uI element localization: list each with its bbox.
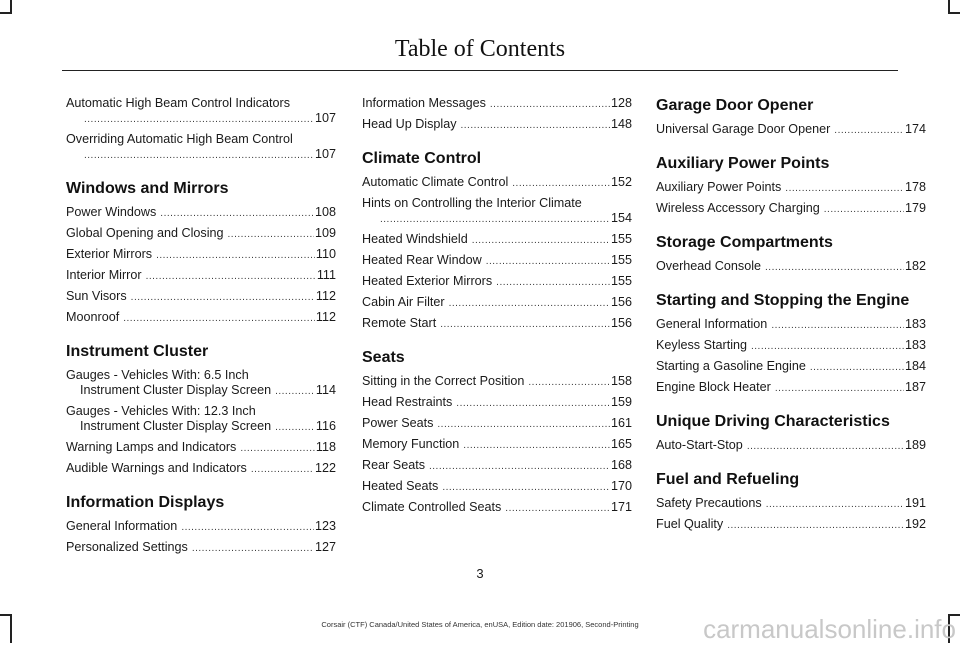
- entry-title: General Information: [656, 317, 768, 331]
- entry-leader-row: [66, 205, 336, 221]
- dot-leader: [437, 417, 610, 432]
- dot-leader: [123, 311, 315, 326]
- dot-leader: [275, 384, 315, 399]
- dot-leader: [486, 254, 610, 269]
- dot-leader: [472, 233, 610, 248]
- entry-title: Memory Function: [362, 437, 460, 451]
- entry-leader-row: [66, 540, 336, 556]
- toc-entry[interactable]: [656, 380, 926, 396]
- section-heading: Starting and Stopping the Engine: [656, 292, 910, 309]
- dot-leader: [275, 420, 315, 435]
- toc-entry[interactable]: [66, 268, 336, 284]
- entry-page: 107: [314, 147, 336, 161]
- entry-leader-row: [362, 96, 632, 112]
- entry-title: Sitting in the Correct Position: [362, 374, 525, 388]
- entry-leader-row: [66, 147, 336, 163]
- entry-page: 178: [904, 180, 926, 194]
- dot-leader: [251, 462, 314, 477]
- entry-page: 183: [904, 317, 926, 331]
- entry-leader-row: [656, 517, 926, 533]
- entry-leader-row: [362, 253, 632, 269]
- dot-leader: [810, 360, 904, 375]
- entry-title: Personalized Settings: [66, 540, 188, 554]
- entry-page: 110: [315, 247, 336, 261]
- toc-entry[interactable]: [656, 122, 926, 138]
- dot-leader: [429, 459, 610, 474]
- entry-leader-row: [362, 437, 632, 453]
- entry-title: Sun Visors: [66, 289, 127, 303]
- entry-leader-row: [66, 289, 336, 305]
- entry-title: Hints on Controlling the Interior Climate: [362, 196, 582, 210]
- entry-leader-row: [362, 175, 632, 191]
- entry-page: 112: [315, 289, 336, 303]
- dot-leader: [380, 212, 610, 227]
- entry-title: Power Seats: [362, 416, 434, 430]
- dot-leader: [84, 112, 314, 127]
- entry-page: 174: [904, 122, 926, 136]
- entry-page: 189: [904, 438, 926, 452]
- watermark: carmanualsonline.info: [703, 614, 956, 644]
- entry-leader-row: [66, 247, 336, 263]
- entry-title: Rear Seats: [362, 458, 425, 472]
- entry-title: Audible Warnings and Indicators: [66, 461, 247, 475]
- entry-leader-row: [66, 111, 336, 127]
- entry-leader-row: [66, 383, 336, 399]
- entry-title: Engine Block Heater: [656, 380, 771, 394]
- toc-entry[interactable]: [362, 196, 632, 227]
- toc-entry[interactable]: [362, 295, 632, 311]
- toc-entry[interactable]: [656, 180, 926, 196]
- entry-title: Keyless Starting: [656, 338, 747, 352]
- toc-entry[interactable]: [656, 259, 926, 275]
- entry-page: 152: [610, 175, 632, 189]
- entry-leader-row: [66, 226, 336, 242]
- toc-entry[interactable]: [362, 458, 632, 474]
- entry-page: 165: [610, 437, 632, 451]
- entry-title: Auto-Start-Stop: [656, 438, 743, 452]
- entry-leader-row: [362, 479, 632, 495]
- dot-leader: [160, 206, 314, 221]
- entry-page: 107: [314, 111, 336, 125]
- dot-leader: [461, 118, 610, 133]
- entry-title: Head Up Display: [362, 117, 457, 131]
- entry-page: 116: [315, 419, 336, 433]
- dot-leader: [727, 518, 904, 533]
- toc-entry[interactable]: [362, 416, 632, 432]
- entry-leader-row: [656, 259, 926, 275]
- entry-page: 156: [610, 295, 632, 309]
- entry-page: 155: [610, 232, 632, 246]
- entry-leader-row: [66, 419, 336, 435]
- dot-leader: [131, 290, 315, 305]
- dot-leader: [463, 438, 610, 453]
- dot-leader: [240, 441, 315, 456]
- toc-entry[interactable]: [362, 479, 632, 495]
- title-divider: [62, 70, 898, 71]
- entry-leader-row: [362, 295, 632, 311]
- entry-leader-row: [656, 338, 926, 354]
- dot-leader: [192, 541, 314, 556]
- toc-entry[interactable]: [362, 437, 632, 453]
- dot-leader: [156, 248, 315, 263]
- entry-title: Wireless Accessory Charging: [656, 201, 820, 215]
- crop-mark: [0, 614, 12, 616]
- toc-entry[interactable]: [362, 500, 632, 516]
- toc-entry[interactable]: [362, 395, 632, 411]
- entry-page: 159: [610, 395, 632, 409]
- entry-page: 109: [314, 226, 336, 240]
- toc-entry[interactable]: [66, 404, 336, 435]
- toc-entry[interactable]: [66, 247, 336, 263]
- entry-title: Heated Seats: [362, 479, 439, 493]
- entry-leader-row: [362, 500, 632, 516]
- entry-leader-row: [362, 458, 632, 474]
- dot-leader: [490, 97, 610, 112]
- entry-leader-row: [656, 438, 926, 454]
- entry-title: Gauges - Vehicles With: 12.3 Inch: [66, 404, 256, 418]
- entry-title: Automatic Climate Control: [362, 175, 509, 189]
- toc-entry[interactable]: [656, 517, 926, 533]
- entry-page: 155: [610, 274, 632, 288]
- entry-title: Head Restraints: [362, 395, 453, 409]
- toc-entry[interactable]: [66, 289, 336, 305]
- entry-title: Heated Exterior Mirrors: [362, 274, 493, 288]
- entry-title: Automatic High Beam Control Indicators: [66, 96, 290, 110]
- entry-leader-row: [656, 180, 926, 196]
- entry-title: Starting a Gasoline Engine: [656, 359, 806, 373]
- entry-title: Information Messages: [362, 96, 486, 110]
- page-number: 3: [476, 566, 484, 581]
- toc-column: [362, 96, 632, 521]
- entry-title: Power Windows: [66, 205, 157, 219]
- entry-title: Safety Precautions: [656, 496, 762, 510]
- entry-page: 128: [610, 96, 632, 110]
- entry-title: Fuel Quality: [656, 517, 724, 531]
- entry-page: 154: [610, 211, 632, 225]
- entry-page: 168: [610, 458, 632, 472]
- dot-leader: [824, 202, 904, 217]
- section-heading: Seats: [362, 349, 405, 366]
- dot-leader: [834, 123, 904, 138]
- entry-page: 156: [610, 316, 632, 330]
- dot-leader: [181, 520, 314, 535]
- entry-leader-row: [362, 211, 632, 227]
- entry-leader-row: [656, 496, 926, 512]
- dot-leader: [751, 339, 904, 354]
- section-heading: Windows and Mirrors: [66, 180, 229, 197]
- toc-column: [66, 96, 336, 561]
- dot-leader: [771, 318, 904, 333]
- entry-title: Heated Rear Window: [362, 253, 482, 267]
- entry-title: Cabin Air Filter: [362, 295, 445, 309]
- dot-leader: [512, 176, 610, 191]
- entry-leader-row: [656, 317, 926, 333]
- entry-page: 179: [904, 201, 926, 215]
- section-heading: Climate Control: [362, 150, 482, 167]
- entry-page: 192: [904, 517, 926, 531]
- entry-leader-row: [362, 117, 632, 133]
- crop-mark: [948, 12, 960, 14]
- entry-leader-row: [362, 316, 632, 332]
- entry-leader-row: [66, 519, 336, 535]
- toc-entry[interactable]: [656, 338, 926, 354]
- entry-page: 114: [315, 383, 336, 397]
- entry-leader-row: [362, 232, 632, 248]
- toc-entry[interactable]: [66, 310, 336, 326]
- toc-entry[interactable]: [362, 253, 632, 269]
- entry-page: 187: [904, 380, 926, 394]
- crop-mark: [0, 12, 12, 14]
- entry-title: Overhead Console: [656, 259, 762, 273]
- entry-leader-row: [66, 268, 336, 284]
- entry-leader-row: [66, 440, 336, 456]
- footer-text: Corsair (CTF) Canada/United States of America, enUSA, Edition date: 201906, Second-Printing: [321, 620, 639, 629]
- toc-entry[interactable]: [362, 232, 632, 248]
- section-heading: Fuel and Refueling: [656, 471, 800, 488]
- toc-entry[interactable]: [362, 175, 632, 191]
- toc-entry[interactable]: [362, 274, 632, 290]
- toc-entry[interactable]: [656, 496, 926, 512]
- entry-page: 118: [315, 440, 336, 454]
- dot-leader: [228, 227, 314, 242]
- entry-page: 155: [610, 253, 632, 267]
- entry-page: 191: [904, 496, 926, 510]
- section-heading: Garage Door Opener: [656, 97, 814, 114]
- toc-entry[interactable]: [66, 440, 336, 456]
- entry-page: 170: [610, 479, 632, 493]
- entry-page: 122: [314, 461, 336, 475]
- toc-entry[interactable]: [66, 519, 336, 535]
- entry-leader-row: [656, 122, 926, 138]
- dot-leader: [785, 181, 904, 196]
- toc-entry[interactable]: [66, 132, 336, 163]
- page-title: Table of Contents: [394, 36, 566, 62]
- entry-leader-row: [362, 274, 632, 290]
- entry-title-continued: Instrument Cluster Display Screen: [80, 419, 272, 433]
- entry-page: 148: [610, 117, 632, 131]
- entry-page: 161: [610, 416, 632, 430]
- entry-leader-row: [656, 380, 926, 396]
- entry-page: 108: [314, 205, 336, 219]
- toc-entry[interactable]: [362, 117, 632, 133]
- toc-entry[interactable]: [66, 205, 336, 221]
- dot-leader: [456, 396, 610, 411]
- entry-leader-row: [362, 374, 632, 390]
- entry-leader-row: [362, 395, 632, 411]
- dot-leader: [440, 317, 610, 332]
- dot-leader: [496, 275, 610, 290]
- entry-title: Universal Garage Door Opener: [656, 122, 831, 136]
- dot-leader: [766, 497, 904, 512]
- entry-title: Moonroof: [66, 310, 120, 324]
- toc-entry[interactable]: [66, 540, 336, 556]
- dot-leader: [765, 260, 904, 275]
- entry-leader-row: [66, 310, 336, 326]
- dot-leader: [146, 269, 316, 284]
- section-heading: Storage Compartments: [656, 234, 833, 251]
- entry-page: 182: [904, 259, 926, 273]
- entry-title: Gauges - Vehicles With: 6.5 Inch: [66, 368, 249, 382]
- entry-page: 158: [610, 374, 632, 388]
- entry-page: 171: [610, 500, 632, 514]
- entry-title: General Information: [66, 519, 178, 533]
- entry-title: Heated Windshield: [362, 232, 468, 246]
- entry-page: 123: [314, 519, 336, 533]
- toc-entry[interactable]: [656, 317, 926, 333]
- entry-title: Global Opening and Closing: [66, 226, 224, 240]
- entry-title: Auxiliary Power Points: [656, 180, 782, 194]
- toc-column: [656, 96, 926, 538]
- toc-entry[interactable]: [66, 226, 336, 242]
- section-heading: Instrument Cluster: [66, 343, 209, 360]
- entry-title: Warning Lamps and Indicators: [66, 440, 237, 454]
- section-heading: Information Displays: [66, 494, 225, 511]
- dot-leader: [84, 148, 314, 163]
- toc-entry[interactable]: [362, 374, 632, 390]
- toc-entry[interactable]: [66, 368, 336, 399]
- toc-entry[interactable]: [656, 438, 926, 454]
- toc-entry[interactable]: [66, 96, 336, 127]
- entry-page: 184: [904, 359, 926, 373]
- dot-leader: [442, 480, 610, 495]
- dot-leader: [449, 296, 610, 311]
- entry-title-continued: Instrument Cluster Display Screen: [80, 383, 272, 397]
- entry-leader-row: [656, 201, 926, 217]
- dot-leader: [505, 501, 610, 516]
- entry-title: Interior Mirror: [66, 268, 142, 282]
- section-heading: Auxiliary Power Points: [656, 155, 830, 172]
- entry-page: 112: [315, 310, 336, 324]
- toc-entry[interactable]: [66, 461, 336, 477]
- entry-title: Remote Start: [362, 316, 437, 330]
- entry-leader-row: [362, 416, 632, 432]
- entry-title: Climate Controlled Seats: [362, 500, 502, 514]
- toc-entry[interactable]: [362, 96, 632, 112]
- dot-leader: [528, 375, 610, 390]
- entry-page: 127: [314, 540, 336, 554]
- toc-entry[interactable]: [656, 359, 926, 375]
- entry-title: Overriding Automatic High Beam Control: [66, 132, 293, 146]
- section-heading: Unique Driving Characteristics: [656, 413, 890, 430]
- entry-page: 111: [316, 268, 336, 282]
- dot-leader: [775, 381, 904, 396]
- entry-page: 183: [904, 338, 926, 352]
- toc-entry[interactable]: [362, 316, 632, 332]
- entry-title: Exterior Mirrors: [66, 247, 153, 261]
- entry-leader-row: [656, 359, 926, 375]
- toc-entry[interactable]: [656, 201, 926, 217]
- dot-leader: [747, 439, 904, 454]
- entry-leader-row: [66, 461, 336, 477]
